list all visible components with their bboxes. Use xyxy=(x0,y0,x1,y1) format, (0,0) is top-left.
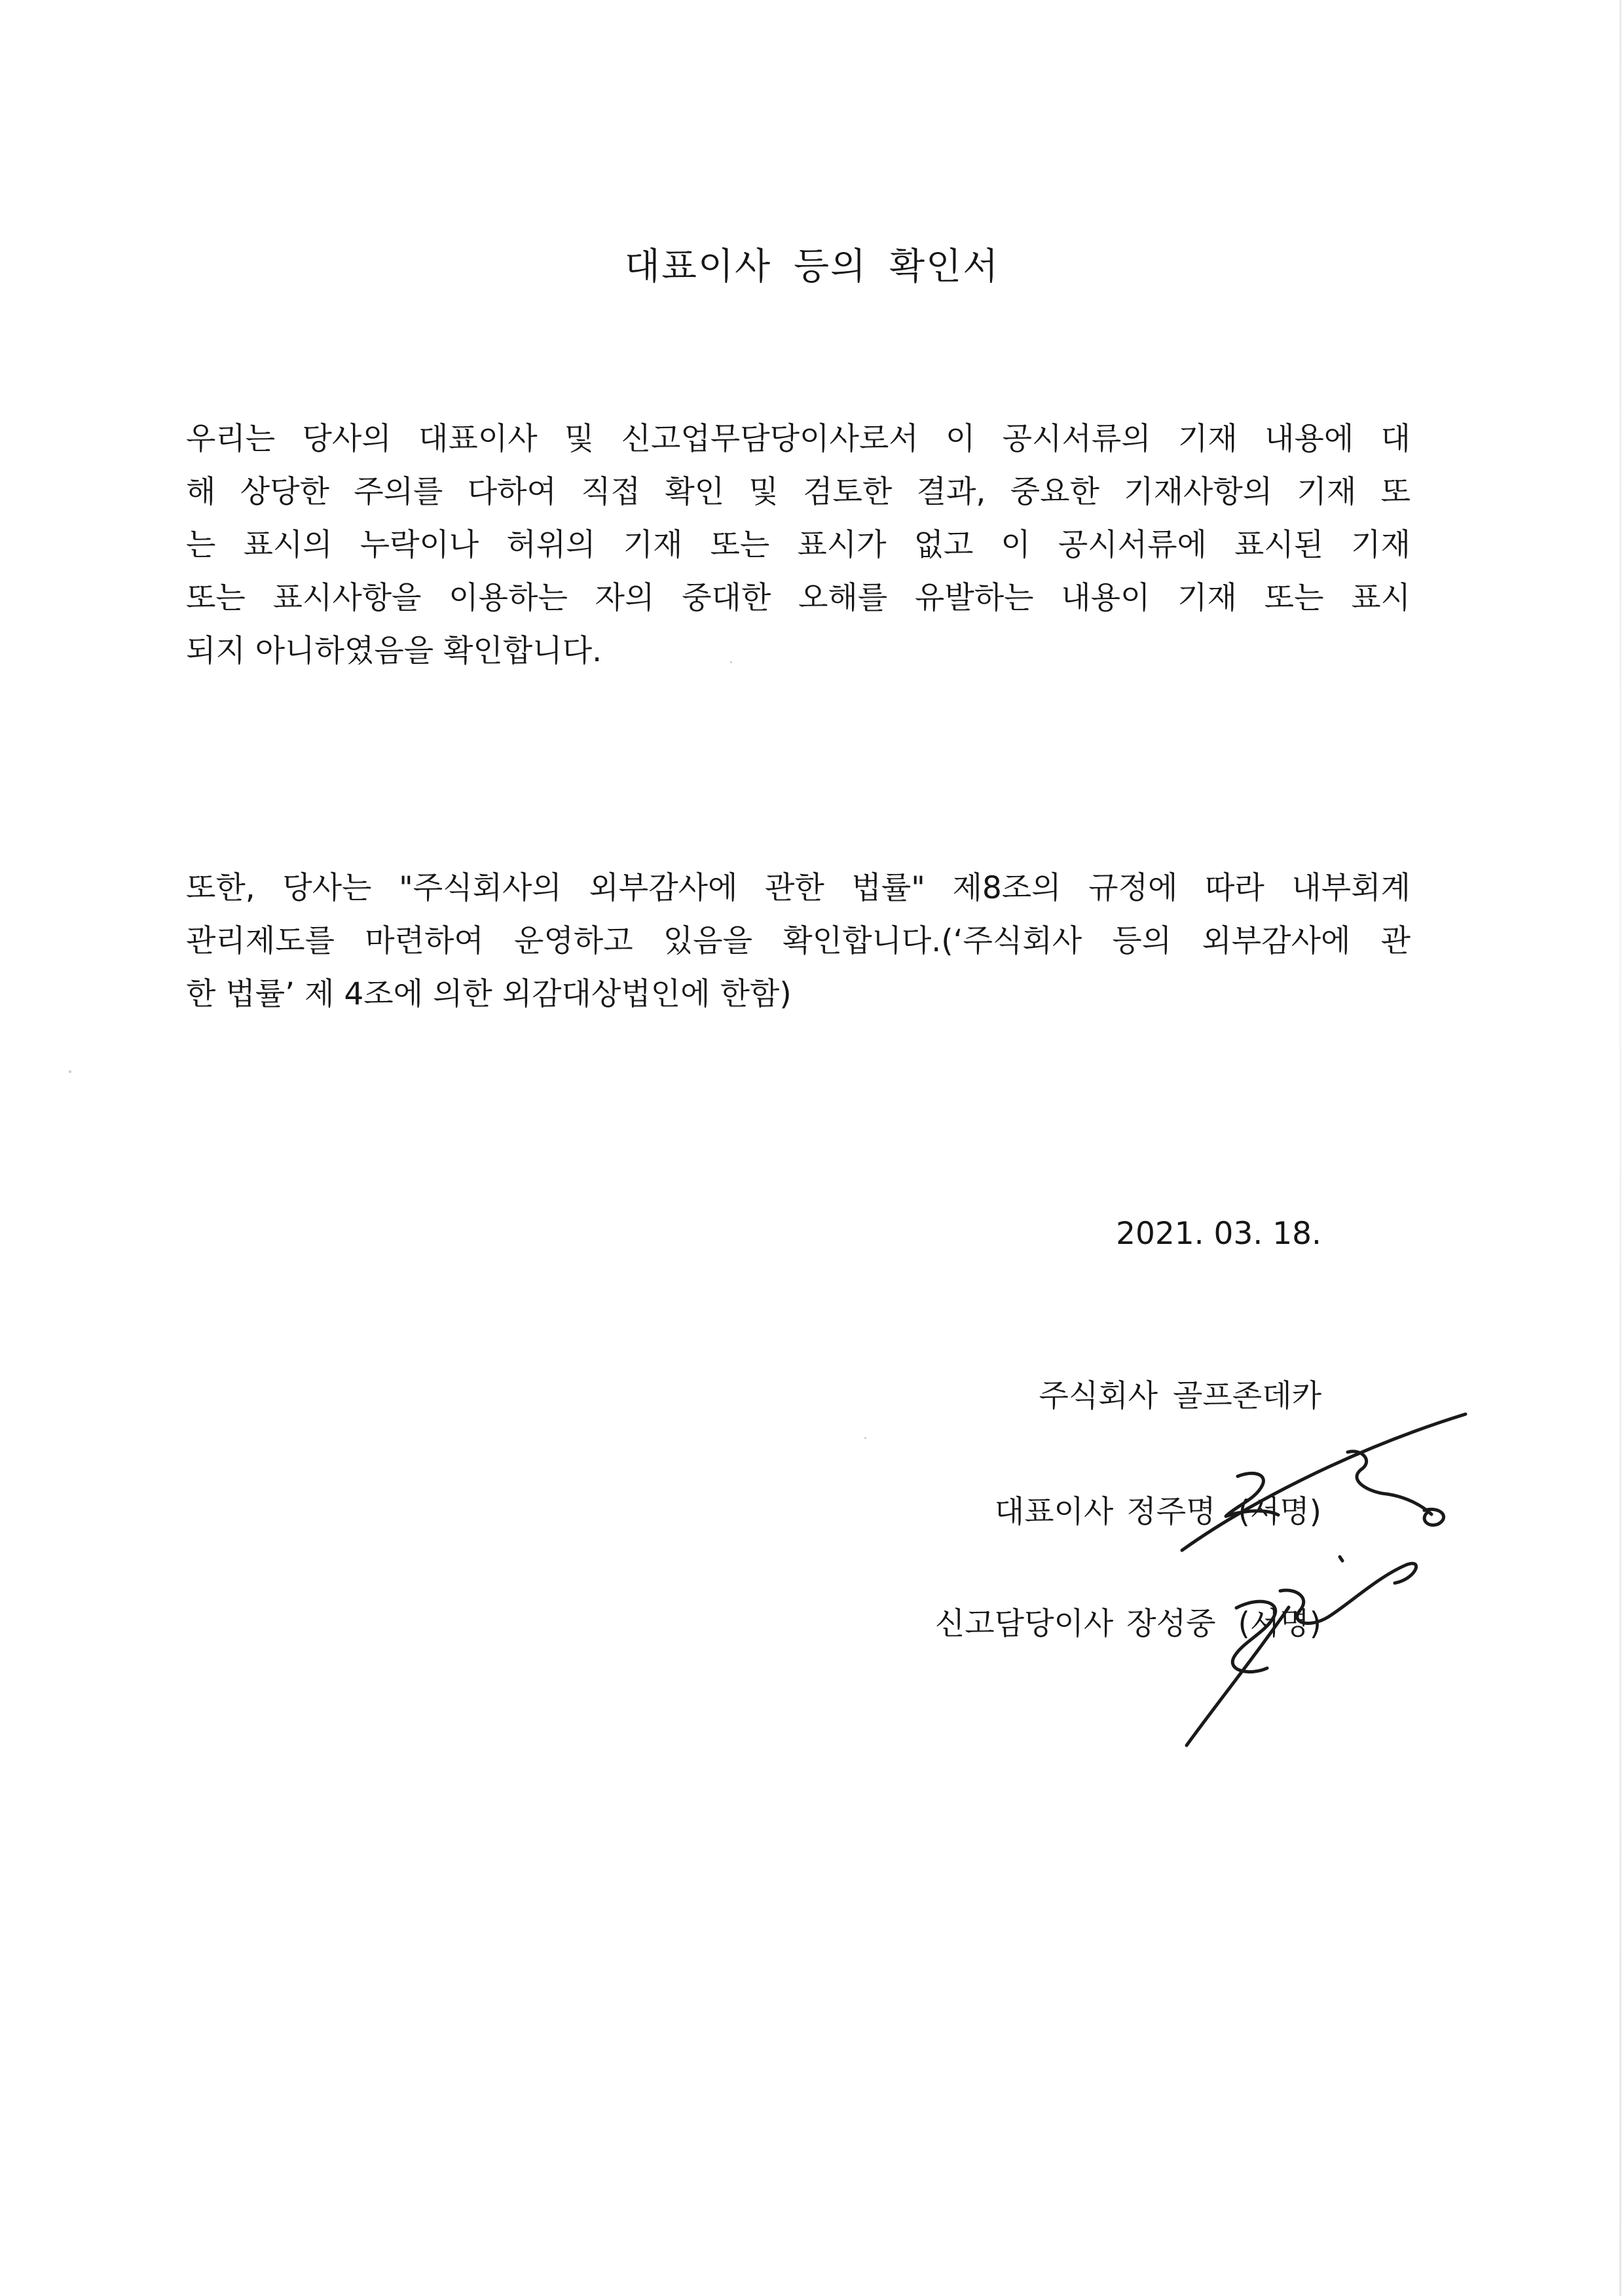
scan-speck xyxy=(730,661,732,663)
company-name: 주식회사 골프존데카 xyxy=(1039,1378,1321,1414)
paragraph-line: 또한, 당사는 "주식회사의 외부감사에 관한 법률" 제8조의 규정에 따라 내부회계 xyxy=(186,870,1411,906)
paragraph-line: 는 표시의 누락이나 허위의 기재 또는 표시가 없고 이 공시서류에 표시된 기재 xyxy=(186,527,1411,563)
signer-role: 대표이사 xyxy=(994,1494,1114,1530)
signer-name: 정주명 xyxy=(1126,1494,1216,1530)
signer-cfo xyxy=(935,1601,1321,1647)
paragraph-line: 또는 표시사항을 이용하는 자의 중대한 오해를 유발하는 내용이 기재 또는 표시 xyxy=(186,580,1411,616)
signer-name: 장성중 xyxy=(1126,1606,1216,1642)
paragraph-line: 되지 아니하였음을 확인합니다. xyxy=(186,633,602,669)
signature-mark: (서명) xyxy=(1238,1606,1321,1642)
scan-speck xyxy=(864,1437,866,1439)
paragraph-line: 해 상당한 주의를 다하여 직접 확인 및 검토한 결과, 중요한 기재사항의 기재 또 xyxy=(186,474,1411,510)
paragraph-line: 한 법률’ 제 4조에 의한 외감대상법인에 한함) xyxy=(186,976,792,1012)
confirmation-paragraph xyxy=(186,412,1411,678)
cfo-signature xyxy=(1187,1557,1416,1745)
signature-mark: (서명) xyxy=(1238,1494,1321,1530)
internal-control-paragraph xyxy=(186,862,1411,1021)
scan-edge xyxy=(1619,0,1621,2296)
signer-role: 신고담당이사 xyxy=(934,1606,1114,1642)
paragraph-line: 관리제도를 마련하여 운영하고 있음을 확인합니다.(‘주식회사 등의 외부감사에 관 xyxy=(186,923,1411,959)
document-title: 대표이사 등의 확인서 xyxy=(624,246,1000,288)
paragraph-line: 우리는 당사의 대표이사 및 신고업무담당이사로서 이 공시서류의 기재 내용에 대 xyxy=(186,421,1411,457)
scan-speck xyxy=(69,1070,71,1073)
document-date: 2021. 03. 18. xyxy=(1116,1216,1321,1252)
signer-ceo xyxy=(995,1489,1321,1535)
